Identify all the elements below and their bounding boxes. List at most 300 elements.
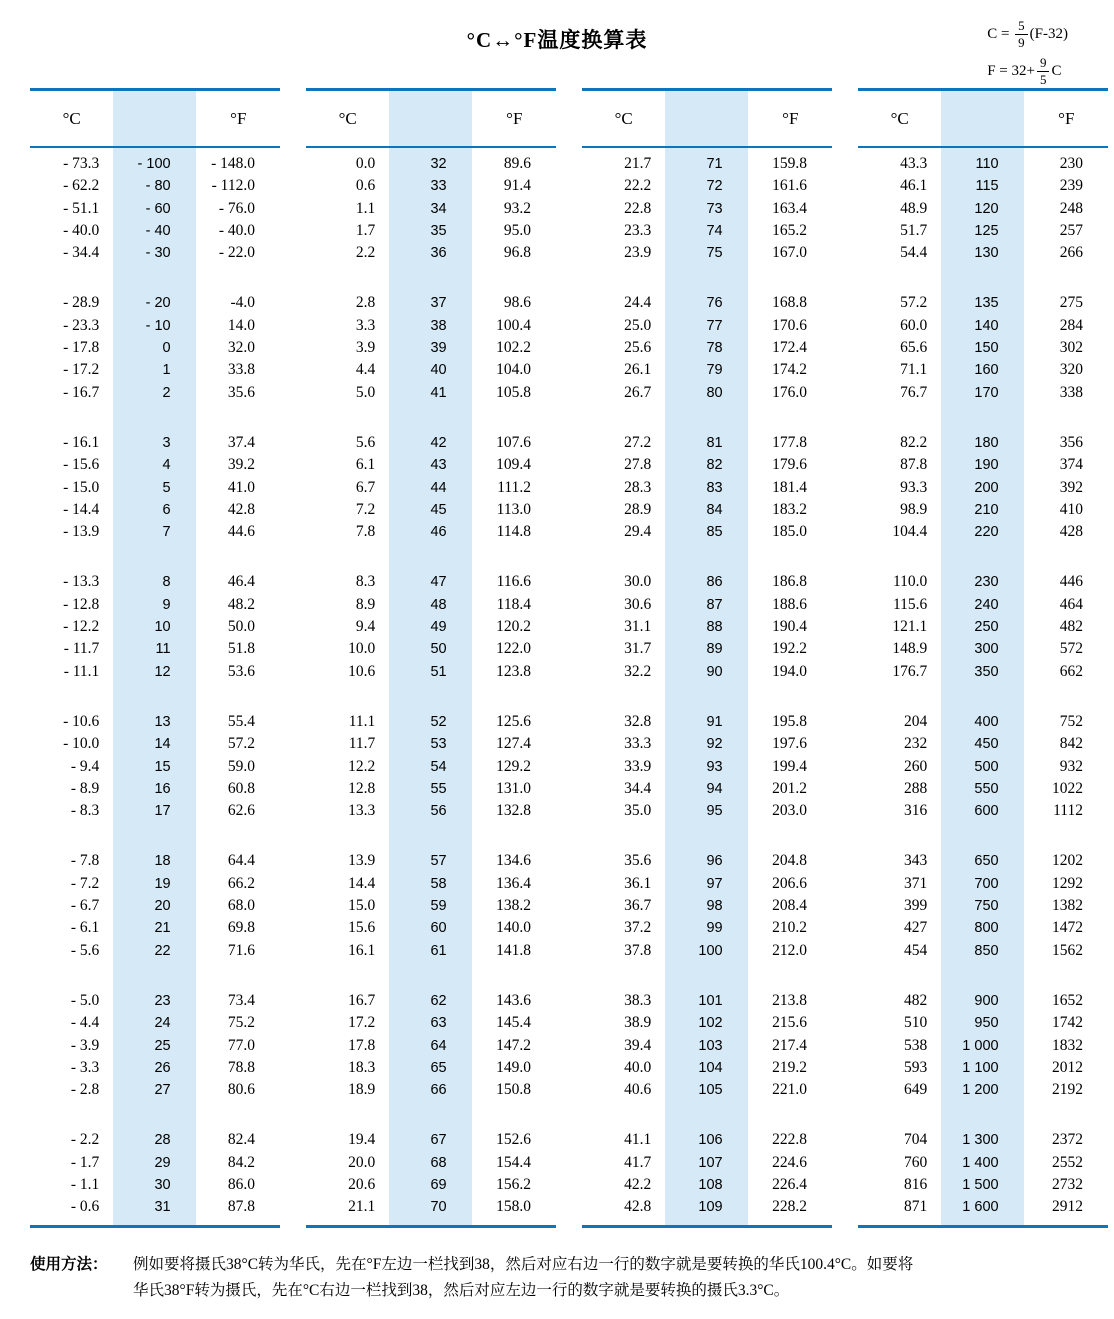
cell-fahrenheit: - 148.0	[211, 155, 255, 172]
cell-fahrenheit: 228.2	[772, 1198, 807, 1216]
cell-celsius: 21.7	[624, 155, 652, 172]
table-block	[30, 1129, 280, 1218]
table-row	[30, 873, 280, 895]
table-row	[858, 1057, 1108, 1079]
cell-fahrenheit: 1652	[1051, 991, 1083, 1009]
cell-celsius: - 8.3	[70, 802, 100, 820]
cell-middle: 950	[974, 1015, 999, 1032]
table-row	[306, 850, 556, 872]
cell-fahrenheit: 410	[1059, 500, 1083, 518]
cell-celsius: 39.4	[624, 1036, 652, 1054]
cell-fahrenheit: 165.2	[772, 221, 807, 239]
table-row	[858, 711, 1108, 733]
cell-fahrenheit: 224.6	[772, 1153, 807, 1171]
cell-middle: 95	[706, 803, 723, 820]
table-row	[30, 315, 280, 337]
cell-middle: 88	[706, 619, 723, 636]
cell-celsius: 1.7	[355, 221, 376, 239]
cell-fahrenheit: 302	[1059, 339, 1083, 357]
cell-celsius: - 23.3	[63, 316, 100, 334]
cell-celsius: 16.1	[348, 941, 376, 959]
cell-celsius: 28.3	[624, 478, 652, 496]
cell-celsius: 15.6	[348, 919, 376, 937]
cell-fahrenheit: 572	[1059, 640, 1083, 658]
fraction	[1015, 19, 1028, 49]
cell-middle: 1 100	[962, 1059, 999, 1076]
cell-middle: 92	[706, 736, 723, 753]
table-row	[30, 1079, 280, 1101]
cell-celsius: 35.0	[624, 802, 652, 820]
cell-celsius: 316	[904, 802, 928, 820]
table-block	[306, 153, 556, 264]
cell-fahrenheit: 482	[1059, 618, 1083, 636]
table-row	[582, 661, 832, 683]
cell-fahrenheit: 86.0	[227, 1175, 255, 1193]
cell-fahrenheit: 113.0	[496, 500, 531, 518]
cell-middle: 90	[706, 663, 723, 680]
cell-celsius: 0.0	[355, 155, 376, 172]
cell-celsius: 20.0	[348, 1153, 376, 1171]
cell-fahrenheit: 842	[1059, 735, 1083, 753]
cell-middle: 15	[154, 758, 171, 775]
table-row	[858, 315, 1108, 337]
cell-fahrenheit: 222.8	[772, 1131, 807, 1149]
cell-middle: 210	[974, 501, 999, 518]
cell-middle: 21	[154, 920, 171, 937]
table-header	[306, 91, 556, 148]
cell-fahrenheit: 1562	[1051, 941, 1083, 959]
cell-middle: - 40	[145, 222, 171, 239]
cell-fahrenheit: 190.4	[772, 618, 807, 636]
cell-fahrenheit: 109.4	[496, 456, 531, 474]
cell-celsius: 18.9	[348, 1081, 376, 1099]
cell-celsius: 26.7	[624, 383, 652, 401]
cell-middle: 94	[706, 780, 723, 797]
table-row	[858, 990, 1108, 1012]
cell-middle: 77	[706, 317, 723, 334]
cell-celsius: 14.4	[348, 874, 376, 892]
cell-celsius: 760	[904, 1153, 928, 1171]
table-block	[858, 153, 1108, 264]
cell-middle: 140	[974, 317, 999, 334]
cell-celsius: - 28.9	[63, 294, 100, 312]
cell-celsius: - 10.6	[63, 712, 100, 730]
cell-fahrenheit: 356	[1059, 433, 1083, 451]
cell-fahrenheit: 57.2	[227, 735, 255, 753]
cell-middle: 109	[698, 1199, 723, 1216]
formula-c-from-f	[987, 16, 1068, 53]
table-row	[306, 940, 556, 962]
cell-fahrenheit: 138.2	[496, 897, 531, 915]
table-row	[306, 778, 556, 800]
table-row	[582, 711, 832, 733]
cell-celsius: 121.1	[892, 618, 928, 636]
cell-fahrenheit: 217.4	[772, 1036, 807, 1054]
cell-middle: 26	[154, 1059, 171, 1076]
cell-fahrenheit: 125.6	[496, 712, 531, 730]
table-row	[306, 873, 556, 895]
cell-middle: 44	[430, 479, 447, 496]
cell-celsius: - 9.4	[70, 757, 100, 775]
cell-middle: 700	[974, 875, 999, 892]
cell-middle: 110	[975, 156, 999, 172]
cell-fahrenheit: 446	[1059, 573, 1083, 591]
table-row	[858, 895, 1108, 917]
cell-fahrenheit: 199.4	[772, 757, 807, 775]
cell-middle: 73	[706, 200, 723, 217]
table-row	[306, 1174, 556, 1196]
cell-celsius: 24.4	[624, 294, 652, 312]
cell-celsius: - 3.3	[70, 1058, 100, 1076]
cell-fahrenheit: 78.8	[227, 1058, 255, 1076]
cell-fahrenheit: 105.8	[496, 383, 531, 401]
cell-celsius: 399	[904, 897, 928, 915]
cell-celsius: 7.2	[355, 500, 376, 518]
cell-middle: 56	[430, 803, 447, 820]
cell-fahrenheit: 188.6	[772, 595, 807, 613]
cell-middle: 7	[162, 524, 171, 541]
cell-celsius: 2.2	[355, 244, 376, 262]
cell-middle: 23	[154, 992, 171, 1009]
cell-middle: 750	[974, 898, 999, 915]
table-group	[858, 88, 1108, 1228]
table-row	[582, 616, 832, 638]
conversion-formulas	[987, 16, 1068, 90]
cell-fahrenheit: - 76.0	[218, 199, 255, 217]
cell-celsius: - 51.1	[63, 199, 100, 217]
table-row	[858, 499, 1108, 521]
cell-fahrenheit: 75.2	[227, 1014, 255, 1032]
cell-middle: 31	[154, 1199, 171, 1216]
cell-fahrenheit: 66.2	[227, 874, 255, 892]
cell-celsius: 17.8	[348, 1036, 376, 1054]
cell-celsius: 704	[904, 1131, 928, 1149]
table-block	[858, 432, 1108, 543]
cell-fahrenheit: 392	[1059, 478, 1083, 496]
cell-celsius: 871	[904, 1198, 928, 1216]
cell-celsius: - 6.1	[70, 919, 100, 937]
cell-middle: - 100	[137, 156, 171, 172]
cell-middle: 68	[430, 1154, 447, 1171]
cell-fahrenheit: 59.0	[227, 757, 255, 775]
cell-fahrenheit: 120.2	[496, 618, 531, 636]
cell-celsius: 3.3	[355, 316, 376, 334]
cell-fahrenheit: 35.6	[227, 383, 255, 401]
cell-fahrenheit: 1742	[1051, 1014, 1083, 1032]
cell-celsius: 232	[904, 735, 928, 753]
cell-fahrenheit: 82.4	[227, 1131, 255, 1149]
table-row	[30, 198, 280, 220]
usage-text	[133, 1252, 1090, 1304]
cell-fahrenheit: 201.2	[772, 779, 807, 797]
formula-lhs: C =	[987, 26, 1014, 42]
cell-celsius: 12.8	[348, 779, 376, 797]
usage-label: 使用方法：	[30, 1256, 108, 1273]
table-row	[582, 940, 832, 962]
cell-middle: 125	[974, 222, 999, 239]
table-block	[30, 292, 280, 403]
cell-fahrenheit: 42.8	[227, 500, 255, 518]
formula-rhs: C	[1051, 63, 1062, 79]
cell-middle: 86	[706, 574, 723, 591]
cell-celsius: - 11.7	[63, 640, 100, 658]
cell-middle: 25	[154, 1037, 171, 1054]
cell-middle: 34	[430, 200, 447, 217]
cell-middle: 79	[706, 362, 723, 379]
cell-celsius: 32.8	[624, 712, 652, 730]
cell-celsius: 7.8	[355, 523, 376, 541]
table-row	[582, 292, 832, 314]
table-row	[30, 638, 280, 660]
cell-celsius: 288	[904, 779, 928, 797]
table-row	[30, 616, 280, 638]
table-row	[306, 337, 556, 359]
cell-celsius: 1.1	[355, 199, 376, 217]
cell-middle: 850	[974, 942, 999, 959]
table-row	[306, 359, 556, 381]
table-row	[306, 454, 556, 476]
cell-celsius: 18.3	[348, 1058, 376, 1076]
table-block	[30, 153, 280, 264]
cell-middle: 41	[430, 384, 447, 401]
cell-middle: 2	[162, 384, 171, 401]
cell-celsius: 104.4	[892, 523, 928, 541]
table-row	[858, 242, 1108, 264]
cell-celsius: 98.9	[900, 500, 928, 518]
table-row	[582, 800, 832, 822]
cell-middle: 50	[430, 641, 447, 658]
cell-middle: 107	[698, 1154, 723, 1171]
cell-middle: 89	[706, 641, 723, 658]
cell-middle: 17	[154, 803, 171, 820]
cell-celsius: 51.7	[900, 221, 928, 239]
table-row	[306, 616, 556, 638]
cell-fahrenheit: 68.0	[227, 897, 255, 915]
cell-fahrenheit: 2372	[1051, 1131, 1083, 1149]
cell-celsius: 510	[904, 1014, 928, 1032]
cell-celsius: 41.1	[624, 1131, 652, 1149]
table-row	[30, 571, 280, 593]
cell-middle: 104	[698, 1059, 723, 1076]
cell-middle: 91	[706, 713, 723, 730]
cell-fahrenheit: 179.6	[772, 456, 807, 474]
cell-fahrenheit: 71.6	[227, 941, 255, 959]
cell-middle: 550	[974, 780, 999, 797]
table-row	[30, 153, 280, 175]
cell-fahrenheit: 2012	[1051, 1058, 1083, 1076]
table-row	[858, 521, 1108, 543]
cell-middle: 24	[154, 1015, 171, 1032]
cell-celsius: 48.9	[900, 199, 928, 217]
table-row	[30, 800, 280, 822]
table-row	[306, 1152, 556, 1174]
cell-fahrenheit: 145.4	[496, 1014, 531, 1032]
cell-celsius: 25.6	[624, 339, 652, 357]
table-row	[582, 432, 832, 454]
cell-middle: 80	[706, 384, 723, 401]
cell-middle: - 60	[145, 200, 171, 217]
cell-middle: 30	[154, 1176, 171, 1193]
table-row	[30, 382, 280, 404]
cell-fahrenheit: 170.6	[772, 316, 807, 334]
table-row	[30, 917, 280, 939]
cell-middle: 72	[706, 178, 723, 195]
table-block	[582, 153, 832, 264]
cell-fahrenheit: 1292	[1051, 874, 1083, 892]
cell-middle: 52	[430, 713, 447, 730]
cell-fahrenheit: 147.2	[496, 1036, 531, 1054]
cell-celsius: - 16.7	[63, 383, 100, 401]
cell-fahrenheit: 62.6	[227, 802, 255, 820]
cell-fahrenheit: 33.8	[227, 361, 255, 379]
cell-fahrenheit: 338	[1059, 383, 1083, 401]
table-row	[306, 711, 556, 733]
cell-fahrenheit: 87.8	[227, 1198, 255, 1216]
cell-middle: 39	[430, 340, 447, 357]
table-header	[30, 91, 280, 148]
cell-celsius: 33.3	[624, 735, 652, 753]
cell-middle: 1 000	[962, 1037, 999, 1054]
cell-fahrenheit: 104.0	[496, 361, 531, 379]
table-row	[858, 337, 1108, 359]
cell-celsius: 36.7	[624, 897, 652, 915]
table-block	[30, 990, 280, 1101]
table-row	[582, 873, 832, 895]
cell-celsius: 22.2	[624, 177, 652, 195]
cell-middle: 150	[974, 340, 999, 357]
cell-middle: 102	[698, 1015, 723, 1032]
cell-middle: 115	[975, 178, 999, 195]
cell-middle: 35	[430, 222, 447, 239]
table-row	[30, 1057, 280, 1079]
cell-middle: 105	[698, 1082, 723, 1099]
cell-middle: 800	[974, 920, 999, 937]
cell-middle: 900	[974, 992, 999, 1009]
table-row	[30, 895, 280, 917]
cell-fahrenheit: 98.6	[503, 294, 531, 312]
cell-fahrenheit: 168.8	[772, 294, 807, 312]
cell-fahrenheit: 152.6	[496, 1131, 531, 1149]
table-row	[582, 733, 832, 755]
cell-celsius: - 15.6	[63, 456, 100, 474]
cell-middle: 76	[706, 295, 723, 312]
cell-fahrenheit: 77.0	[227, 1036, 255, 1054]
cell-celsius: 371	[904, 874, 928, 892]
cell-fahrenheit: 203.0	[772, 802, 807, 820]
cell-celsius: 13.3	[348, 802, 376, 820]
cell-fahrenheit: 159.8	[772, 155, 807, 172]
cell-middle: 53	[430, 736, 447, 753]
table-row	[306, 733, 556, 755]
table-row	[30, 454, 280, 476]
table-header	[582, 91, 832, 148]
table-row	[582, 895, 832, 917]
table-block	[858, 571, 1108, 682]
cell-celsius: 343	[904, 852, 928, 870]
cell-middle: 1 300	[962, 1132, 999, 1149]
cell-middle: 5	[162, 479, 171, 496]
cell-fahrenheit: 150.8	[496, 1081, 531, 1099]
table-block	[858, 711, 1108, 822]
cell-middle: 600	[974, 803, 999, 820]
cell-fahrenheit: 107.6	[496, 433, 531, 451]
table-row	[582, 1152, 832, 1174]
cell-middle: 400	[974, 713, 999, 730]
cell-celsius: 93.3	[900, 478, 928, 496]
cell-fahrenheit: 37.4	[227, 433, 255, 451]
cell-middle: 42	[430, 434, 447, 451]
cell-fahrenheit: 320	[1059, 361, 1083, 379]
cell-celsius: - 5.6	[70, 941, 100, 959]
table-row	[582, 778, 832, 800]
cell-middle: 18	[154, 853, 171, 870]
table-body	[30, 148, 280, 1225]
table-row	[858, 661, 1108, 683]
cell-celsius: 34.4	[624, 779, 652, 797]
cell-middle: 106	[698, 1132, 723, 1149]
fraction	[1037, 56, 1050, 86]
cell-celsius: 11.7	[348, 735, 376, 753]
cell-fahrenheit: 134.6	[496, 852, 531, 870]
table-body	[582, 148, 832, 1225]
table-row	[30, 242, 280, 264]
cell-celsius: 110.0	[892, 573, 928, 591]
cell-fahrenheit: 89.6	[503, 155, 531, 172]
table-row	[582, 1057, 832, 1079]
cell-middle: 240	[974, 596, 999, 613]
table-block	[30, 432, 280, 543]
cell-middle: 4	[162, 457, 171, 474]
cell-fahrenheit: 1382	[1051, 897, 1083, 915]
table-row	[306, 1012, 556, 1034]
cell-middle: 66	[430, 1082, 447, 1099]
table-row	[306, 895, 556, 917]
cell-celsius: 40.0	[624, 1058, 652, 1076]
cell-fahrenheit: 50.0	[227, 618, 255, 636]
table-row	[582, 175, 832, 197]
cell-celsius: 5.6	[355, 433, 376, 451]
table-row	[30, 594, 280, 616]
header-celsius: °C	[62, 108, 81, 128]
table-row	[306, 382, 556, 404]
table-row	[582, 756, 832, 778]
cell-celsius: 0.6	[355, 177, 376, 195]
table-block	[582, 711, 832, 822]
cell-middle: 82	[706, 457, 723, 474]
table-block	[582, 571, 832, 682]
cell-fahrenheit: 210.2	[772, 919, 807, 937]
cell-middle: 58	[430, 875, 447, 892]
table-row	[306, 1129, 556, 1151]
cell-middle: 1 600	[962, 1199, 999, 1216]
cell-celsius: 8.3	[355, 573, 376, 591]
table-row	[306, 153, 556, 175]
cell-celsius: 16.7	[348, 991, 376, 1009]
cell-middle: 38	[430, 317, 447, 334]
table-row	[582, 220, 832, 242]
table-row	[30, 850, 280, 872]
table-row	[30, 359, 280, 381]
cell-middle: - 10	[145, 317, 171, 334]
cell-celsius: - 14.4	[63, 500, 100, 518]
cell-middle: 170	[974, 384, 999, 401]
cell-middle: 75	[706, 245, 723, 262]
cell-fahrenheit: 208.4	[772, 897, 807, 915]
table-row	[30, 1152, 280, 1174]
table-block	[306, 292, 556, 403]
cell-middle: 6	[162, 501, 171, 518]
cell-fahrenheit: 177.8	[772, 433, 807, 451]
